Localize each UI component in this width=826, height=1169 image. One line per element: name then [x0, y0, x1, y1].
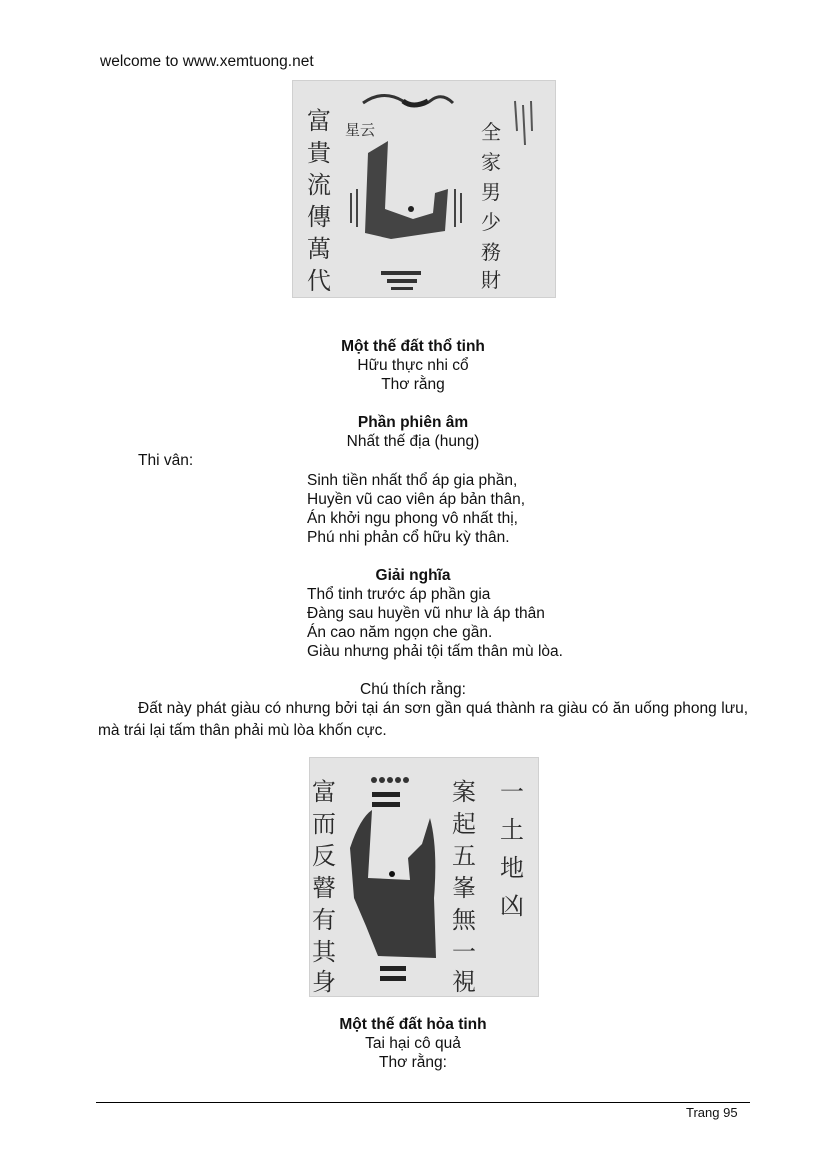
- svg-text:萬: 萬: [307, 235, 331, 263]
- feng-shui-diagram-2: [309, 757, 539, 997]
- poem-line: Huyền vũ cao viên áp bản thân,: [307, 491, 526, 508]
- svg-text:凶: 凶: [500, 892, 524, 920]
- svg-text:無: 無: [452, 906, 476, 934]
- thi-van-label: Thi vân:: [138, 452, 194, 469]
- page-number: Trang 95: [686, 1105, 738, 1120]
- svg-text:男: 男: [481, 180, 501, 204]
- phonetic-subtitle: Nhất thế địa (hung): [346, 433, 480, 450]
- section2-title: Một thế đất hỏa tinh: [339, 1016, 487, 1033]
- svg-text:峯: 峯: [452, 874, 476, 902]
- fig1-right-column: [481, 120, 501, 292]
- svg-text:財: 財: [481, 268, 501, 292]
- poem-line: Án khởi ngu phong vô nhất thị,: [307, 510, 518, 527]
- svg-text:富: 富: [312, 778, 336, 806]
- note-title: Chú thích rằng:: [360, 681, 466, 698]
- svg-text:視: 視: [452, 968, 476, 996]
- meaning-line: Giàu nhưng phải tội tấm thân mù lòa.: [307, 643, 563, 660]
- svg-text:流: 流: [307, 171, 331, 199]
- svg-text:身: 身: [312, 968, 336, 996]
- footer-divider: [96, 1102, 750, 1103]
- section1-title: Một thế đất thổ tinh: [341, 338, 485, 355]
- svg-text:全: 全: [481, 120, 501, 144]
- svg-text:五: 五: [452, 842, 476, 870]
- phonetic-title: Phần phiên âm: [357, 414, 469, 431]
- meaning-line: Án cao năm ngọn che gần.: [307, 624, 493, 641]
- svg-text:代: 代: [307, 267, 331, 295]
- meaning-line: Thổ tinh trước áp phần gia: [307, 586, 491, 603]
- note-paragraph: Đất này phát giàu có nhưng bởi tại án sơn gần quá thành ra giàu có ăn uống phong lưu, mà trái lại tấm thân phải mù lòa khốn cực.: [98, 700, 748, 739]
- svg-text:土: 土: [500, 816, 524, 844]
- feng-shui-diagram-1: [292, 80, 556, 298]
- svg-text:一: 一: [500, 778, 524, 806]
- svg-text:務: 務: [481, 240, 501, 264]
- svg-text:案: 案: [452, 778, 476, 806]
- fig2-right-column: [500, 778, 524, 920]
- svg-text:而: 而: [312, 810, 336, 838]
- section2-poem-intro: Thơ rằng:: [379, 1054, 447, 1071]
- svg-text:有: 有: [312, 906, 336, 934]
- section1-poem-intro: Thơ rằng: [381, 376, 445, 393]
- svg-text:地: 地: [500, 854, 524, 882]
- poem-line: Phú nhi phản cổ hữu kỳ thân.: [307, 529, 510, 546]
- meaning-title: Giải nghĩa: [375, 567, 451, 584]
- poem-line: Sinh tiền nhất thổ áp gia phần,: [307, 472, 518, 489]
- site-header: welcome to www.xemtuong.net: [100, 53, 314, 70]
- section1-subtitle: Hữu thực nhi cổ: [357, 357, 469, 374]
- section2-subtitle: Tai hại cô quả: [365, 1035, 461, 1052]
- svg-text:富: 富: [307, 107, 331, 135]
- svg-text:傳: 傳: [307, 203, 331, 231]
- fig1-small-text: 星云: [345, 121, 376, 139]
- svg-text:貴: 貴: [307, 139, 331, 167]
- svg-text:瞽: 瞽: [312, 874, 336, 902]
- svg-text:少: 少: [481, 210, 501, 234]
- fig2-left-column: [312, 778, 337, 996]
- svg-text:其: 其: [312, 938, 336, 966]
- meaning-line: Đàng sau huyền vũ như là áp thân: [307, 605, 545, 622]
- fig2-mid-column: [452, 778, 477, 996]
- svg-text:反: 反: [312, 842, 336, 870]
- svg-text:家: 家: [481, 150, 501, 174]
- svg-text:一: 一: [452, 938, 476, 966]
- fig1-left-column: [307, 107, 333, 295]
- svg-text:起: 起: [452, 810, 476, 838]
